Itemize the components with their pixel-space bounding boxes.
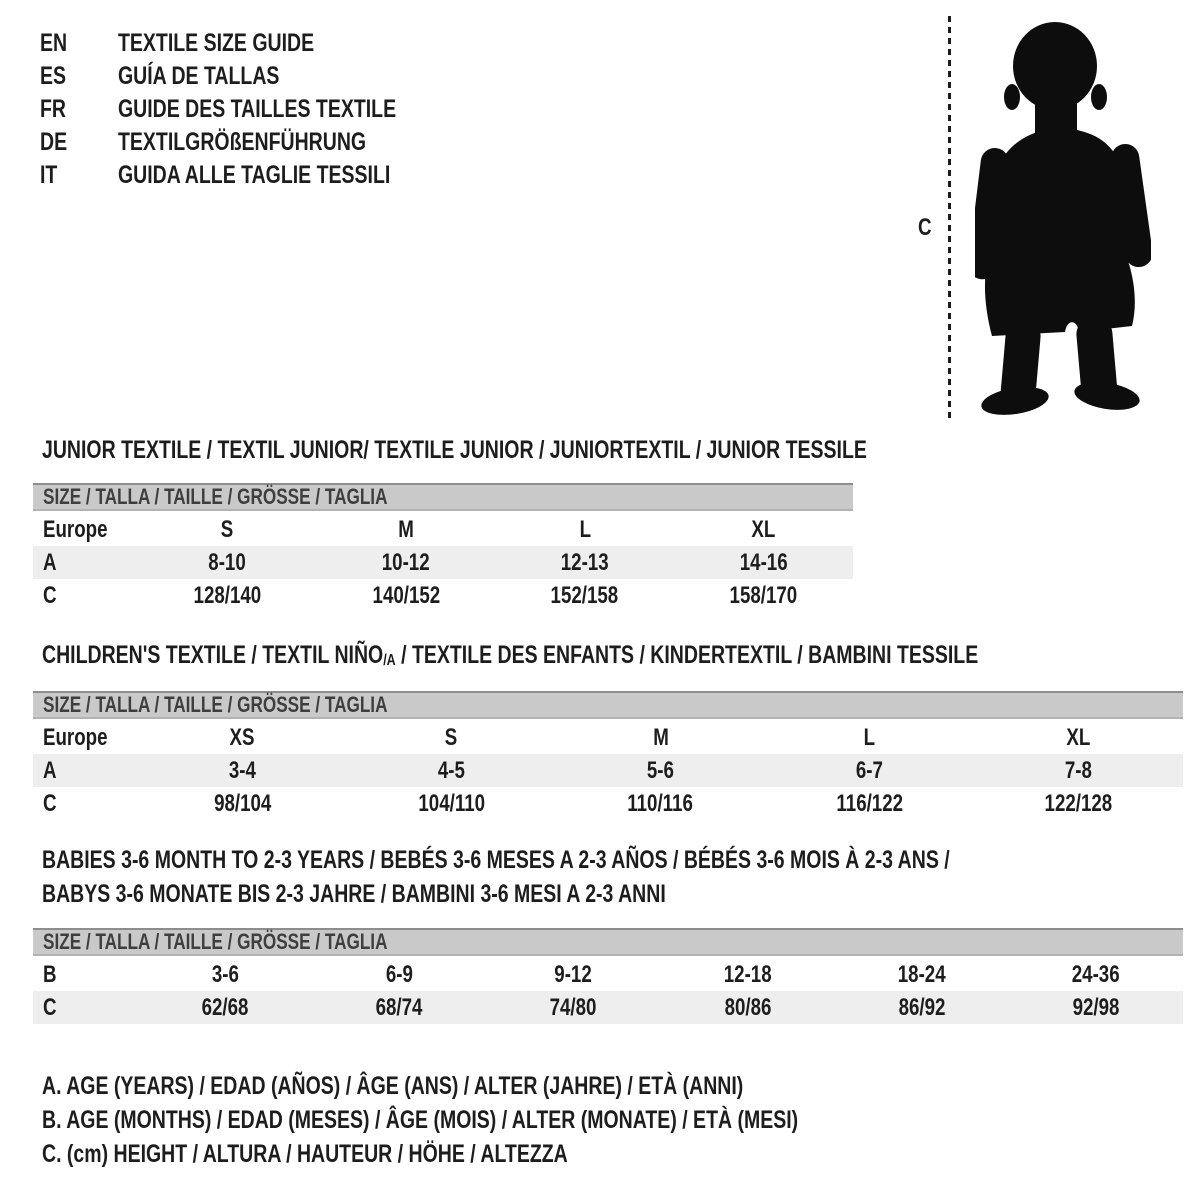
language-row-de [40,126,475,159]
language-code-text: ES [40,62,67,90]
row-label-text: C [43,789,57,817]
size-cell [138,549,317,577]
height-dashed-line [948,16,951,418]
children-title-pre: CHILDREN'S TEXTILE / TEXTIL NIÑO [42,641,384,669]
language-label: GUIDE DES TAILLES TEXTILE [118,95,397,123]
row-label [33,757,138,785]
size-cell [317,516,496,544]
row-label [33,582,138,610]
size-cell [138,582,317,610]
size-cell-text: 140/152 [372,581,440,609]
size-cell [486,994,660,1022]
size-cell-text: 128/140 [193,581,262,609]
babies-title-text-line2: BABYS 3-6 MONATE BIS 2-3 JAHRE / BAMBINI 3-6 MESI A 2-3 ANNI [42,880,666,908]
size-cell-text: S [221,515,234,543]
size-cell [1009,994,1183,1022]
size-cell-text: 4-5 [437,756,466,784]
size-cell-text: L [863,723,876,751]
language-code-text: FR [40,95,66,123]
row-label-text: Europe [43,515,108,543]
table-row [33,991,1183,1024]
footnote-c-text: C. (cm) HEIGHT / ALTURA / HAUTEUR / HÖHE / ALTEZZA [42,1140,568,1168]
size-header-bar [33,928,1183,956]
babies-section-title-line2 [42,880,842,908]
table-row [33,513,853,546]
babies-section-title-line1 [42,846,1200,874]
language-label: TEXTILGRÖßENFÜHRUNG [118,128,367,156]
table-row [33,579,853,612]
size-cell-text: XS [230,723,255,751]
footnote-a [42,1069,1011,1103]
size-header-bar [33,483,853,511]
children-table-rows [33,721,1183,820]
table-row [33,958,1183,991]
size-cell-text: 10-12 [382,548,431,576]
row-label [33,724,138,752]
size-cell [312,961,486,989]
size-cell [674,549,853,577]
size-cell-text: 110/116 [627,789,694,817]
junior-size-table [33,483,853,612]
size-cell-text: 14-16 [739,548,788,576]
babies-table-rows [33,958,1183,1024]
language-code-text: EN [40,29,68,57]
size-cell [496,549,675,577]
size-cell-text: 86/92 [898,993,946,1021]
junior-title-text: JUNIOR TEXTILE / TEXTIL JUNIOR/ TEXTILE JUNIOR / JUNIORTEXTIL / JUNIOR TESSILE [42,436,867,464]
size-cell-text: 3-6 [211,960,239,988]
size-cell [661,961,835,989]
size-header-text: SIZE / TALLA / TAILLE / GRÖSSE / TAGLIA [43,929,388,954]
language-row-es [40,60,475,93]
size-cell [138,724,347,752]
size-cell-text: 74/80 [549,993,597,1021]
language-code [40,161,118,190]
size-cell-text: L [579,515,591,543]
size-header-bar [33,691,1183,719]
size-cell [138,757,347,785]
language-code [40,29,118,58]
footnote-a-text: A. AGE (YEARS) / EDAD (AÑOS) / ÂGE (ANS) / ALTER (JAHRE) / ETÀ (ANNI) [42,1072,744,1100]
size-cell-text: 116/122 [836,789,903,817]
language-code [40,62,118,91]
children-title-post: / TEXTILE DES ENFANTS / KINDERTEXTIL / BAMBINI TESSILE [395,641,979,669]
size-cell-text: 152/158 [551,581,619,609]
size-cell-text: 7-8 [1064,756,1093,784]
footnote-b [42,1103,1011,1137]
size-cell-text: 12-18 [723,960,772,988]
toddler-silhouette-icon [975,20,1151,418]
size-cell-text: 9-12 [554,960,593,988]
size-cell-text: 158/170 [729,581,798,609]
size-cell [556,757,765,785]
language-code-text: IT [40,161,58,189]
size-cell [496,516,675,544]
language-code [40,128,118,157]
language-row-fr [40,93,475,126]
language-label: GUÍA DE TALLAS [118,62,280,90]
size-cell [765,724,974,752]
children-section-title [42,641,1200,675]
row-label [33,994,138,1022]
size-cell-text: S [445,723,458,751]
size-cell [765,790,974,818]
babies-size-table [33,928,1183,1024]
language-label: TEXTILE SIZE GUIDE [118,29,315,57]
row-label [33,549,138,577]
height-marker-text: C [918,214,932,241]
size-cell-text: 6-7 [855,756,884,784]
children-title-text [42,641,978,675]
row-label [33,961,138,989]
size-cell-text: XL [751,515,776,543]
size-cell [974,724,1183,752]
size-cell-text: 3-4 [228,756,257,784]
row-label-text: A [43,548,57,576]
size-cell-text: M [652,723,669,751]
language-row-en [40,27,475,60]
size-cell [317,582,496,610]
row-label [33,516,138,544]
size-cell [138,516,317,544]
size-cell-text: 5-6 [646,756,675,784]
size-cell-text: M [398,515,414,543]
size-cell [312,994,486,1022]
footnote-c [42,1137,1011,1171]
language-code [40,95,118,124]
footnotes [42,1069,1011,1171]
language-label: GUIDA ALLE TAGLIE TESSILI [118,161,391,189]
size-cell [347,724,556,752]
size-cell-text: 68/74 [375,993,423,1021]
size-cell [138,961,312,989]
size-cell [486,961,660,989]
babies-title-text-line1: BABIES 3-6 MONTH TO 2-3 YEARS / BEBÉS 3-6 MESES A 2-3 AÑOS / BÉBÉS 3-6 MOIS À 2-3 ANS / [42,846,950,874]
table-row [33,787,1183,820]
language-code-text: DE [40,128,68,156]
size-cell-text: 104/110 [418,789,485,817]
size-cell-text: XL [1066,723,1091,751]
children-size-table [33,691,1183,820]
row-label-text: A [43,756,57,784]
row-label-text: C [43,993,57,1021]
size-cell [347,757,556,785]
size-cell [138,994,312,1022]
size-cell-text: 80/86 [724,993,772,1021]
size-cell [317,549,496,577]
row-label-text: B [43,960,57,988]
row-label [33,790,138,818]
row-label-text: C [43,581,57,609]
table-row [33,754,1183,787]
size-cell [661,994,835,1022]
size-cell-text: 18-24 [897,960,946,988]
junior-section-title [42,436,1100,464]
size-cell [974,790,1183,818]
size-cell [674,516,853,544]
language-row-it [40,159,475,192]
size-cell-text: 6-9 [385,960,413,988]
size-header-text: SIZE / TALLA / TAILLE / GRÖSSE / TAGLIA [43,484,388,509]
children-title-sub: /A [383,652,396,669]
table-row [33,546,853,579]
footnote-b-text: B. AGE (MONTHS) / EDAD (MESES) / ÂGE (MOIS) / ALTER (MONATE) / ETÀ (MESI) [42,1106,799,1134]
table-row [33,721,1183,754]
row-label-text: Europe [43,723,108,751]
size-cell [138,790,347,818]
size-cell [556,790,765,818]
size-cell-text: 98/104 [213,789,272,817]
size-cell [556,724,765,752]
size-cell [765,757,974,785]
size-cell-text: 122/128 [1044,789,1113,817]
size-cell [835,961,1009,989]
size-cell [496,582,675,610]
size-cell [974,757,1183,785]
size-cell [347,790,556,818]
size-cell [1009,961,1183,989]
size-header-text: SIZE / TALLA / TAILLE / GRÖSSE / TAGLIA [43,692,388,717]
height-marker-label [918,214,935,242]
size-cell [674,582,853,610]
size-cell-text: 24-36 [1072,960,1120,988]
size-cell-text: 8-10 [208,548,247,576]
language-header [40,27,475,192]
size-cell [835,994,1009,1022]
size-cell-text: 62/68 [201,993,249,1021]
junior-table-rows [33,513,853,612]
size-cell-text: 92/98 [1072,993,1120,1021]
size-cell-text: 12-13 [560,548,609,576]
